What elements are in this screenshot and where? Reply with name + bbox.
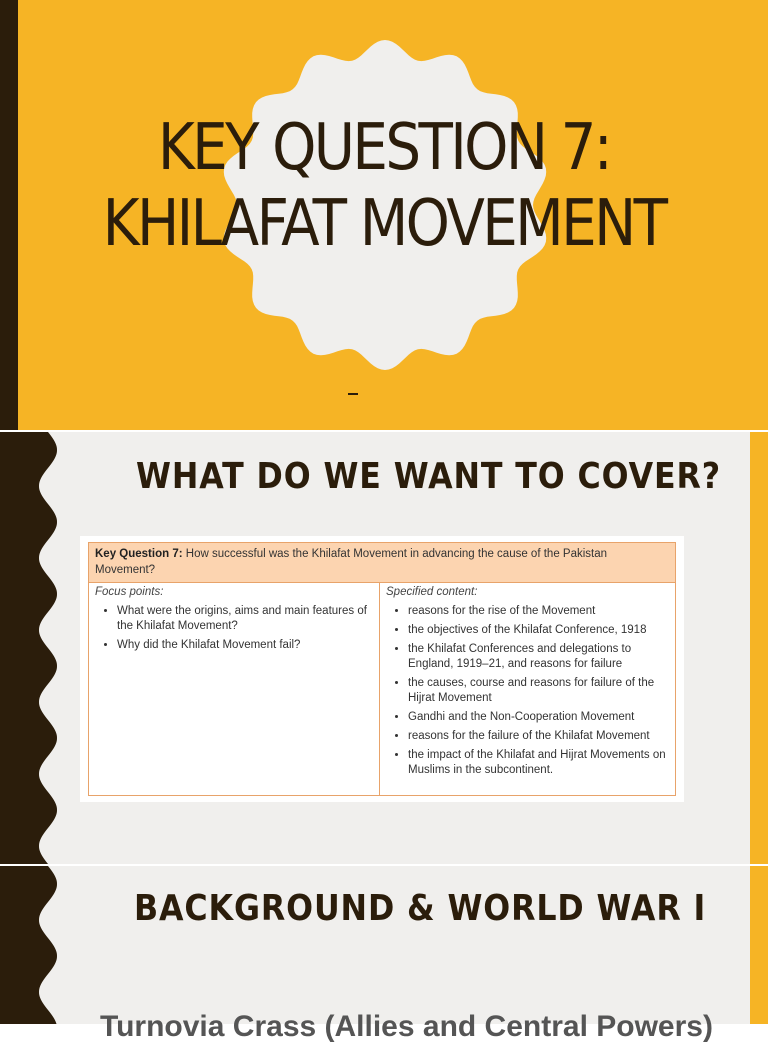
wavy-left-edge <box>0 866 60 1024</box>
focus-label: Focus points: <box>95 586 164 598</box>
header-key-question: Key Question 7: <box>95 548 183 560</box>
list-item: • the impact of the Khilafat and Hijrat Movements on Muslims in the subcontinent. <box>408 748 669 778</box>
title-line-2: KHILAFAT MOVEMENT <box>102 187 666 261</box>
title-line-1: KEY QUESTION 7: <box>157 111 611 185</box>
small-dash <box>348 393 358 395</box>
focus-points-cell <box>89 583 380 796</box>
list-item: • the causes, course and reasons for failure of the Hijrat Movement <box>408 676 669 706</box>
wavy-left-edge <box>0 432 60 864</box>
list-item: • Why did the Khilafat Movement fail? <box>117 638 373 653</box>
right-accent-bar <box>750 432 768 864</box>
right-accent-bar <box>750 866 768 1024</box>
slide-title <box>46 110 722 262</box>
background-slide <box>0 866 768 1043</box>
list-item: • reasons for the failure of the Khilafat Movement <box>408 729 669 744</box>
partial-subheading: Turnovia Crass (Allies and Central Powers) <box>100 1010 713 1043</box>
left-accent-bar <box>0 0 18 430</box>
header-question-text: How successful was the Khilafat Movement in advancing the cause of the Pakistan Movement? <box>95 548 608 576</box>
content-list <box>386 604 669 778</box>
list-item: • the Khilafat Conferences and delegations to England, 1919–21, and reasons for failure <box>408 642 669 672</box>
list-item: • Gandhi and the Non-Cooperation Movement <box>408 710 669 725</box>
cover-slide <box>0 432 768 864</box>
list-item: • the objectives of the Khilafat Conference, 1918 <box>408 623 669 638</box>
content-label: Specified content: <box>386 586 478 598</box>
focus-list <box>95 604 373 653</box>
title-slide <box>0 0 768 430</box>
list-item: • reasons for the rise of the Movement <box>408 604 669 619</box>
slide-heading: BACKGROUND & WORLD WAR I <box>134 888 707 929</box>
list-item: • What were the origins, aims and main features of the Khilafat Movement? <box>117 604 373 634</box>
syllabus-table <box>80 536 684 802</box>
specified-content-cell <box>380 583 676 796</box>
slide-heading: WHAT DO WE WANT TO COVER? <box>136 456 722 497</box>
table-header <box>89 543 676 583</box>
